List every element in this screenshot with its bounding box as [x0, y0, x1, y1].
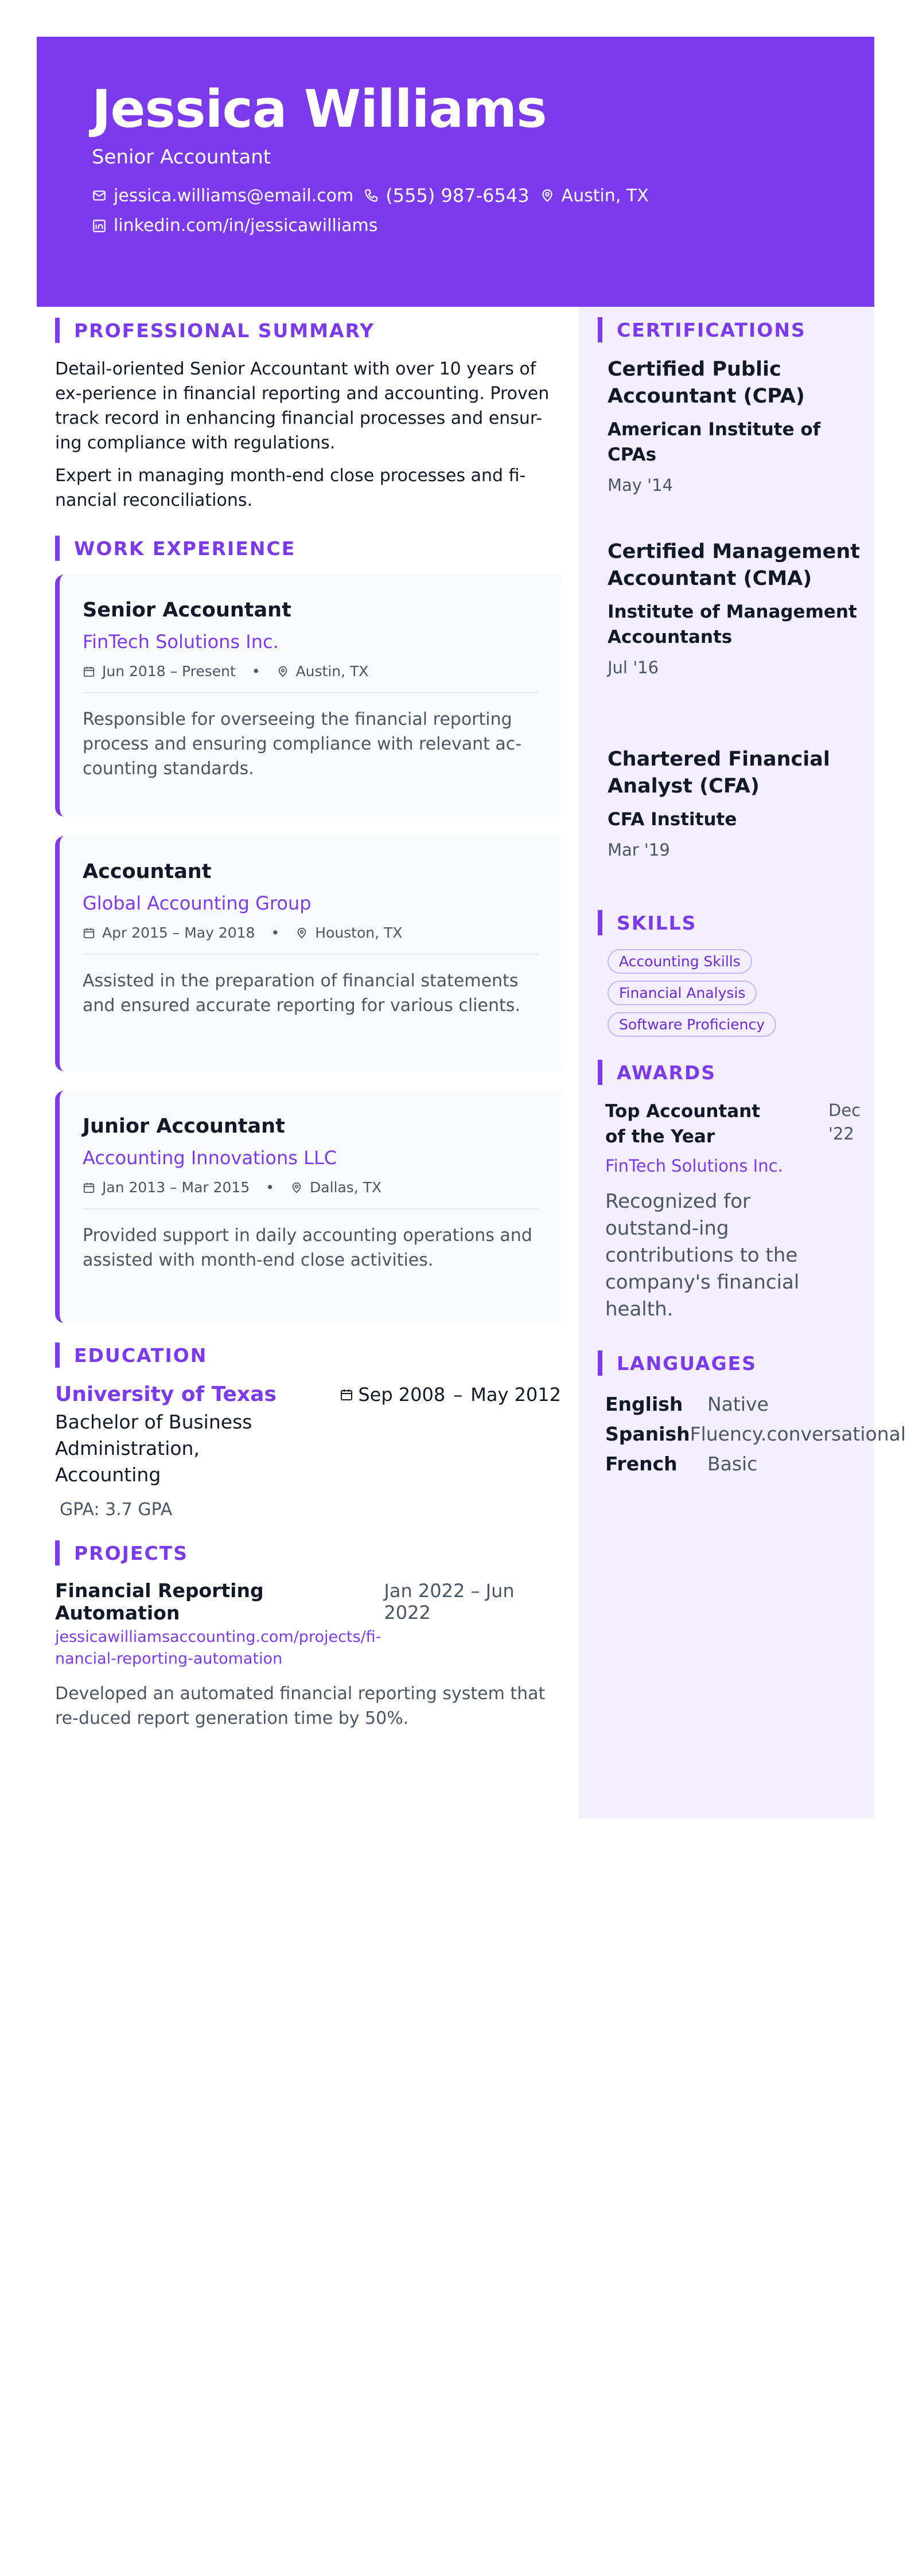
summary-block [55, 357, 561, 513]
language-row [605, 1390, 874, 1419]
skill-tag: Software Proficiency [608, 1012, 776, 1037]
education-end: May 2012 [470, 1384, 561, 1406]
certification-name: Chartered Financial Analyst (CFA) [608, 748, 830, 798]
award-title: Top Accountant of the Year [605, 1101, 761, 1147]
section-title-text: SKILLS [617, 911, 697, 934]
certification-date: Mar '19 [608, 840, 670, 860]
certification-name: Certified Public Accountant (CPA) [608, 358, 805, 408]
phone-icon [364, 188, 379, 203]
separator-dot: • [266, 1179, 274, 1196]
project-row [55, 1579, 561, 1624]
education-date-separator: – [453, 1384, 463, 1406]
education-dates [340, 1381, 561, 1408]
phone-text: (555) 987-6543 [386, 185, 530, 206]
section-title-experience [55, 536, 561, 561]
job-dates: Jan 2013 – Mar 2015 [102, 1179, 250, 1196]
section-accent-bar [55, 318, 60, 343]
certification-name: Certified Management Accountant (CMA) [608, 540, 860, 590]
calendar-icon [83, 1181, 95, 1194]
summary-paragraph-1: Detail-oriented Senior Accountant with over 10 years of ex-perience in financial reporting and accounting. Proven track record in enhancing financial processes and ensur-ing compliance with regulations. [55, 359, 550, 453]
section-accent-bar [55, 1342, 60, 1368]
section-title-text: CERTIFICATIONS [617, 318, 806, 341]
contact-linkedin[interactable] [92, 216, 377, 236]
job-card [55, 1091, 561, 1323]
language-level: Native [707, 1393, 769, 1415]
calendar-icon [83, 927, 95, 939]
contact-location [540, 186, 649, 206]
section-title-text: AWARDS [617, 1061, 717, 1084]
section-title-text: LANGUAGES [617, 1352, 757, 1375]
section-accent-bar [598, 910, 602, 935]
certification-org: CFA Institute [608, 809, 737, 830]
email-text: jessica.williams@email.com [114, 185, 354, 206]
project-description: Developed an automated financial reporting system that re-duced report generation time by 50%. [55, 1684, 546, 1728]
skill-tag: Financial Analysis [608, 981, 757, 1005]
certification-org: Institute of Management Accountants [608, 602, 857, 647]
section-accent-bar [55, 1540, 60, 1566]
project-title: Financial Reporting Automation [55, 1579, 264, 1624]
certification-item [608, 746, 874, 910]
education-row [55, 1381, 561, 1488]
section-accent-bar [598, 1351, 602, 1376]
language-level: Fluency.conversational [690, 1423, 906, 1445]
project-dates: Jan 2022 – Jun 2022 [384, 1580, 515, 1623]
section-accent-bar [598, 1060, 602, 1085]
education-gpa [55, 1500, 561, 1520]
candidate-name: Jessica Williams [92, 79, 547, 139]
job-meta [83, 924, 538, 941]
language-level: Basic [707, 1453, 758, 1475]
section-title-awards [598, 1060, 874, 1085]
mail-icon [92, 188, 107, 203]
section-title-skills [598, 910, 874, 935]
gpa-label: GPA: [60, 1500, 100, 1520]
section-title-text: PROJECTS [74, 1541, 188, 1564]
linkedin-text: linkedin.com/in/jessicawilliams [114, 216, 378, 236]
contact-phone[interactable] [364, 185, 529, 206]
award-description: Recognized for outstand-ing contributions to the company's financial health. [605, 1190, 800, 1321]
certification-org: American Institute of CPAs [608, 419, 821, 465]
languages-list [605, 1390, 906, 1479]
section-title-projects [55, 1540, 561, 1566]
language-row [605, 1449, 874, 1479]
section-accent-bar [55, 536, 60, 561]
resume-header [37, 37, 874, 307]
job-title: Accountant [83, 860, 212, 883]
location-pin-icon [295, 927, 308, 939]
job-divider [83, 692, 538, 693]
skill-tag: Accounting Skills [608, 949, 752, 974]
location-pin-icon [540, 188, 555, 203]
award-row [605, 1099, 874, 1149]
certification-date: Jul '16 [608, 658, 659, 677]
section-accent-bar [598, 317, 602, 342]
education-school: University of Texas [55, 1383, 277, 1406]
section-title-text: PROFESSIONAL SUMMARY [74, 319, 375, 342]
job-description: Provided support in daily accounting operations and assisted with month-end close activities. [83, 1225, 532, 1270]
job-divider [83, 954, 538, 955]
calendar-icon [340, 1388, 353, 1402]
job-title: Senior Accountant [83, 599, 291, 622]
separator-dot: • [271, 924, 280, 941]
job-dates: Jun 2018 – Present [102, 663, 236, 680]
job-company: Global Accounting Group [83, 892, 312, 914]
contact-email[interactable] [92, 186, 353, 206]
job-card [55, 575, 561, 817]
language-row [605, 1419, 906, 1449]
job-location: Houston, TX [315, 924, 403, 941]
language-name: English [605, 1393, 683, 1415]
gpa-value: 3.7 GPA [105, 1500, 173, 1520]
separator-dot: • [251, 663, 260, 680]
award-date: Dec '22 [828, 1100, 861, 1143]
candidate-title: Senior Accountant [92, 146, 271, 169]
linkedin-icon [92, 218, 107, 233]
language-name: French [605, 1453, 678, 1475]
job-location: Austin, TX [295, 663, 369, 680]
certification-item [608, 356, 874, 538]
certification-date: May '14 [608, 475, 673, 495]
job-description: Assisted in the preparation of financial statements and ensured accurate reporting for various clients. [83, 971, 520, 1016]
contact-line-1 [92, 185, 819, 206]
award-issuer: FinTech Solutions Inc. [605, 1156, 783, 1176]
language-name: Spanish [605, 1423, 690, 1445]
section-title-summary [55, 318, 561, 343]
job-company: FinTech Solutions Inc. [83, 631, 279, 653]
job-meta [83, 1179, 538, 1196]
calendar-icon [83, 665, 95, 678]
job-company: Accounting Innovations LLC [83, 1147, 337, 1169]
main-column [55, 318, 561, 1731]
section-title-education [55, 1342, 561, 1368]
project-link[interactable]: jessicawilliamsaccounting.com/projects/fi-nancial-reporting-automation [55, 1628, 381, 1668]
job-location: Dallas, TX [310, 1179, 382, 1196]
section-title-certifications [598, 317, 874, 342]
job-meta [83, 663, 538, 680]
section-title-languages [598, 1351, 874, 1376]
job-description: Responsible for overseeing the financial reporting process and ensuring compliance with relevant ac-counting standards. [83, 709, 522, 779]
section-title-text: WORK EXPERIENCE [74, 537, 296, 560]
skills-list [608, 949, 874, 1044]
summary-paragraph-2: Expert in managing month-end close processes and fi-nancial reconciliations. [55, 466, 526, 510]
education-start: Sep 2008 [358, 1384, 446, 1406]
section-title-text: EDUCATION [74, 1344, 208, 1367]
location-pin-icon [290, 1181, 303, 1194]
location-text: Austin, TX [561, 185, 649, 206]
job-divider [83, 1208, 538, 1209]
contact-line-2 [92, 216, 819, 236]
location-pin-icon [277, 665, 289, 678]
job-dates: Apr 2015 – May 2018 [102, 924, 255, 941]
job-card [55, 836, 561, 1071]
sidebar-column [579, 307, 906, 1818]
education-degree: Bachelor of Business Administration, Accounting [55, 1411, 252, 1486]
job-title: Junior Accountant [83, 1115, 285, 1138]
certification-item [608, 538, 874, 746]
